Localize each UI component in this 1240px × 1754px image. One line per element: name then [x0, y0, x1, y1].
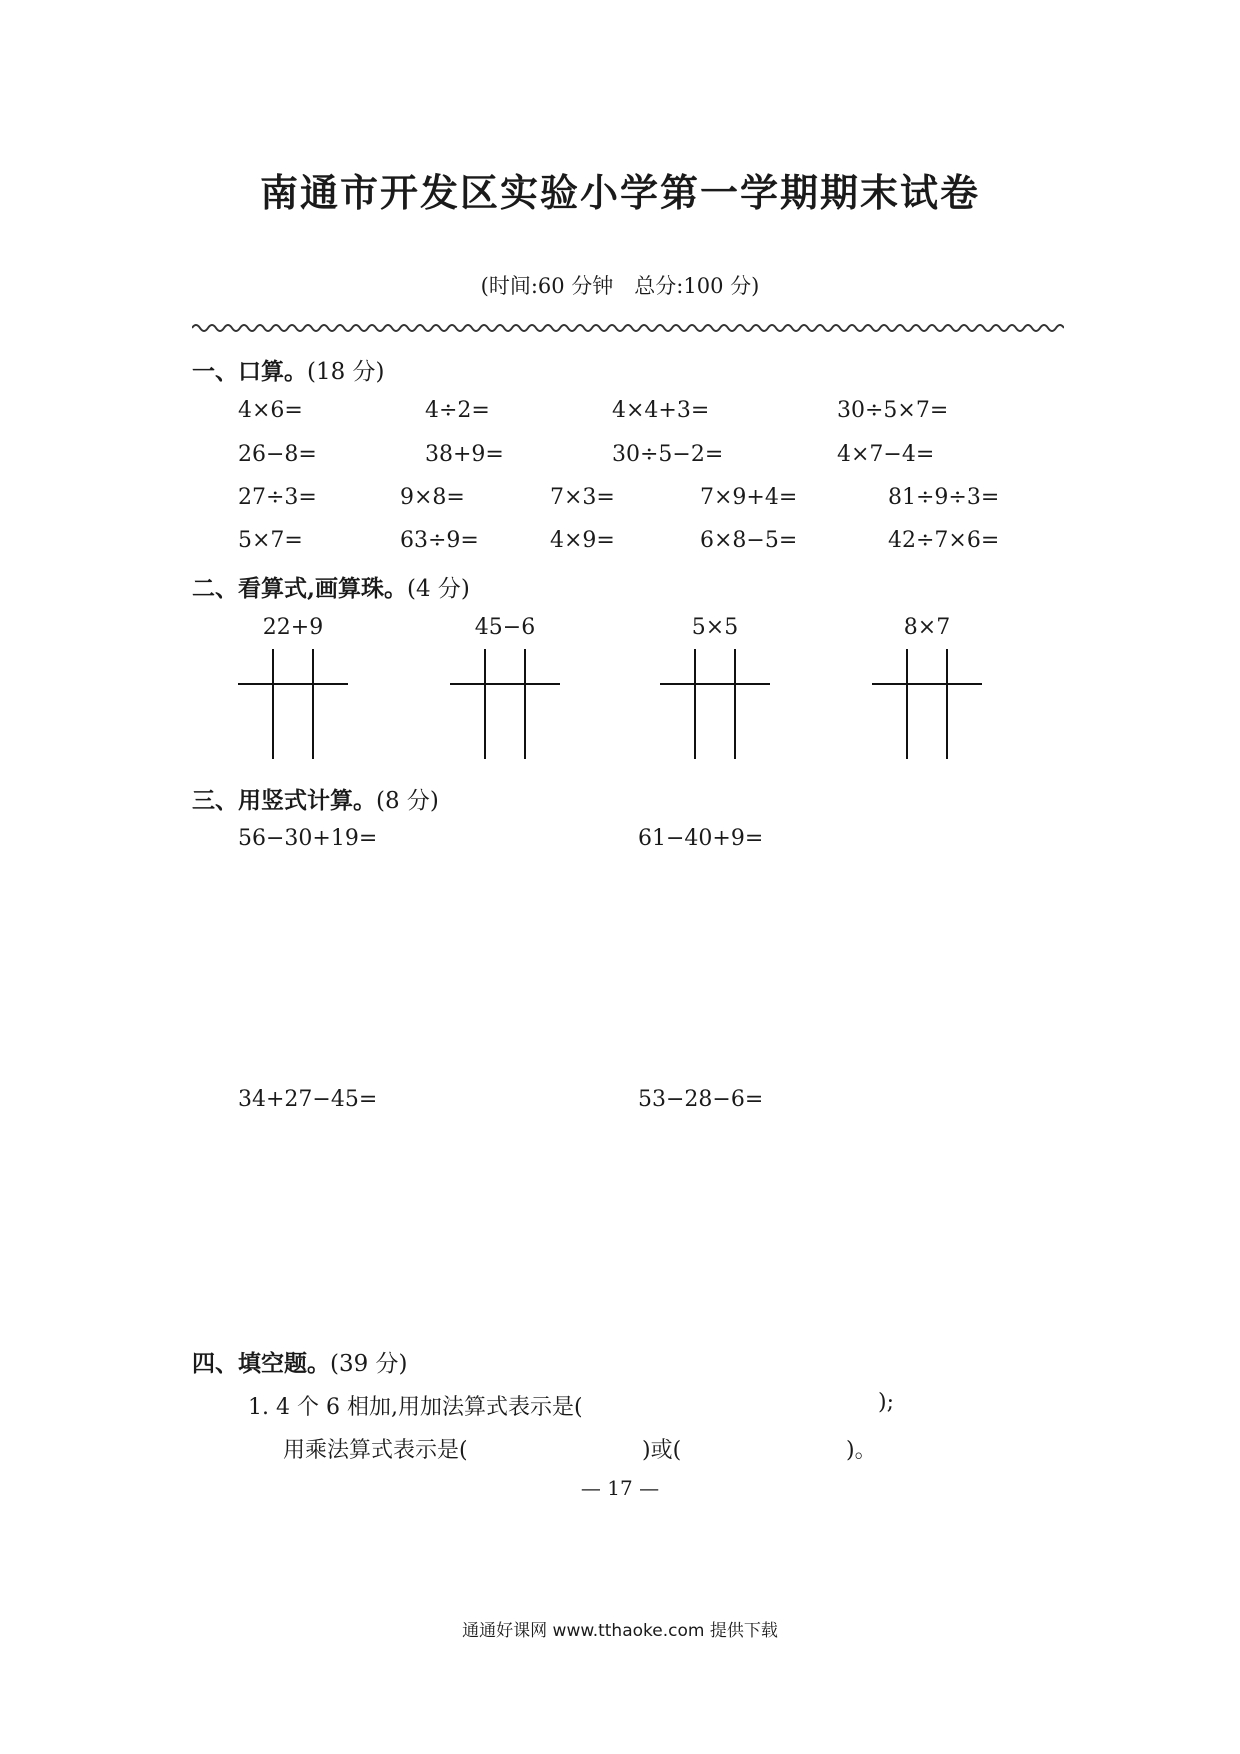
- section-1-heading: [192, 353, 385, 386]
- exam-subtitle: (时间:60 分钟 总分:100 分): [480, 274, 760, 298]
- abacus-rod-tens: [272, 649, 274, 759]
- abacus-drawing: [238, 615, 348, 765]
- mental-math-item: 26−8=: [238, 442, 317, 467]
- abacus-rod-ones: [946, 649, 948, 759]
- vertical-calc-item: 56−30+19=: [238, 826, 378, 851]
- mental-math-item: 42÷7×6=: [888, 528, 1000, 553]
- exam-title: 南通市开发区实验小学第一学期期末试卷: [259, 170, 980, 215]
- fill-blank-q1-line2-end: )。: [846, 1438, 877, 1463]
- abacus-expression: 45−6: [474, 615, 536, 640]
- fill-blank-q1-line2-text: 用乘法算式表示是(: [283, 1438, 468, 1463]
- section-2-heading: [192, 570, 470, 603]
- mental-math-item: 63÷9=: [400, 528, 479, 553]
- section-1-title: 一、口算。: [192, 358, 307, 385]
- abacus-expression: 8×7: [903, 615, 951, 640]
- abacus-drawing: [872, 615, 982, 765]
- mental-math-item: 9×8=: [400, 485, 465, 510]
- abacus-beam: [238, 683, 348, 685]
- abacus-beam: [872, 683, 982, 685]
- abacus-rod-ones: [312, 649, 314, 759]
- section-3-heading: [192, 782, 439, 815]
- mental-math-item: 4×7−4=: [837, 442, 935, 467]
- mental-math-item: 38+9=: [425, 442, 504, 467]
- mental-math-item: 4×6=: [238, 398, 303, 423]
- section-4-heading: [192, 1345, 408, 1378]
- section-3-title: 三、用竖式计算。: [192, 787, 376, 814]
- section-4-title: 四、填空题。: [192, 1350, 330, 1377]
- abacus-rod-tens: [694, 649, 696, 759]
- abacus-beam: [660, 683, 770, 685]
- section-3-points: (8 分): [376, 788, 439, 814]
- section-4-points: (39 分): [330, 1351, 408, 1377]
- abacus-drawing: [660, 615, 770, 765]
- vertical-calc-item: 53−28−6=: [638, 1087, 764, 1112]
- abacus-drawing: [450, 615, 560, 765]
- abacus-expression: 22+9: [262, 615, 324, 640]
- mental-math-item: 4×4+3=: [612, 398, 710, 423]
- section-1-points: (18 分): [307, 359, 385, 385]
- mental-math-item: 4×9=: [550, 528, 615, 553]
- abacus-beam: [450, 683, 560, 685]
- section-2-points: (4 分): [407, 576, 470, 602]
- mental-math-item: 81÷9÷3=: [888, 485, 1000, 510]
- mental-math-item: 7×9+4=: [700, 485, 798, 510]
- abacus-rod-tens: [906, 649, 908, 759]
- mental-math-item: 30÷5−2=: [612, 442, 724, 467]
- fill-blank-q1-line1-text: 1. 4 个 6 相加,用加法算式表示是(: [248, 1395, 583, 1420]
- mental-math-item: 7×3=: [550, 485, 615, 510]
- mental-math-item: 6×8−5=: [700, 528, 798, 553]
- footer-credit: 通通好课网 www.tthaoke.com 提供下载: [462, 1621, 778, 1641]
- mental-math-item: 27÷3=: [238, 485, 317, 510]
- wavy-divider: [192, 322, 1064, 334]
- abacus-rod-ones: [734, 649, 736, 759]
- mental-math-item: 4÷2=: [425, 398, 490, 423]
- mental-math-item: 5×7=: [238, 528, 303, 553]
- fill-blank-q1-line1-end: );: [878, 1390, 894, 1415]
- mental-math-item: 30÷5×7=: [837, 398, 949, 423]
- abacus-rod-ones: [524, 649, 526, 759]
- section-2-title: 二、看算式,画算珠。: [192, 575, 408, 602]
- fill-blank-q1-line2-or: )或(: [642, 1438, 682, 1463]
- abacus-rod-tens: [484, 649, 486, 759]
- abacus-expression: 5×5: [691, 615, 739, 640]
- vertical-calc-item: 61−40+9=: [638, 826, 764, 851]
- page-number: — 17 —: [580, 1476, 660, 1500]
- vertical-calc-item: 34+27−45=: [238, 1087, 378, 1112]
